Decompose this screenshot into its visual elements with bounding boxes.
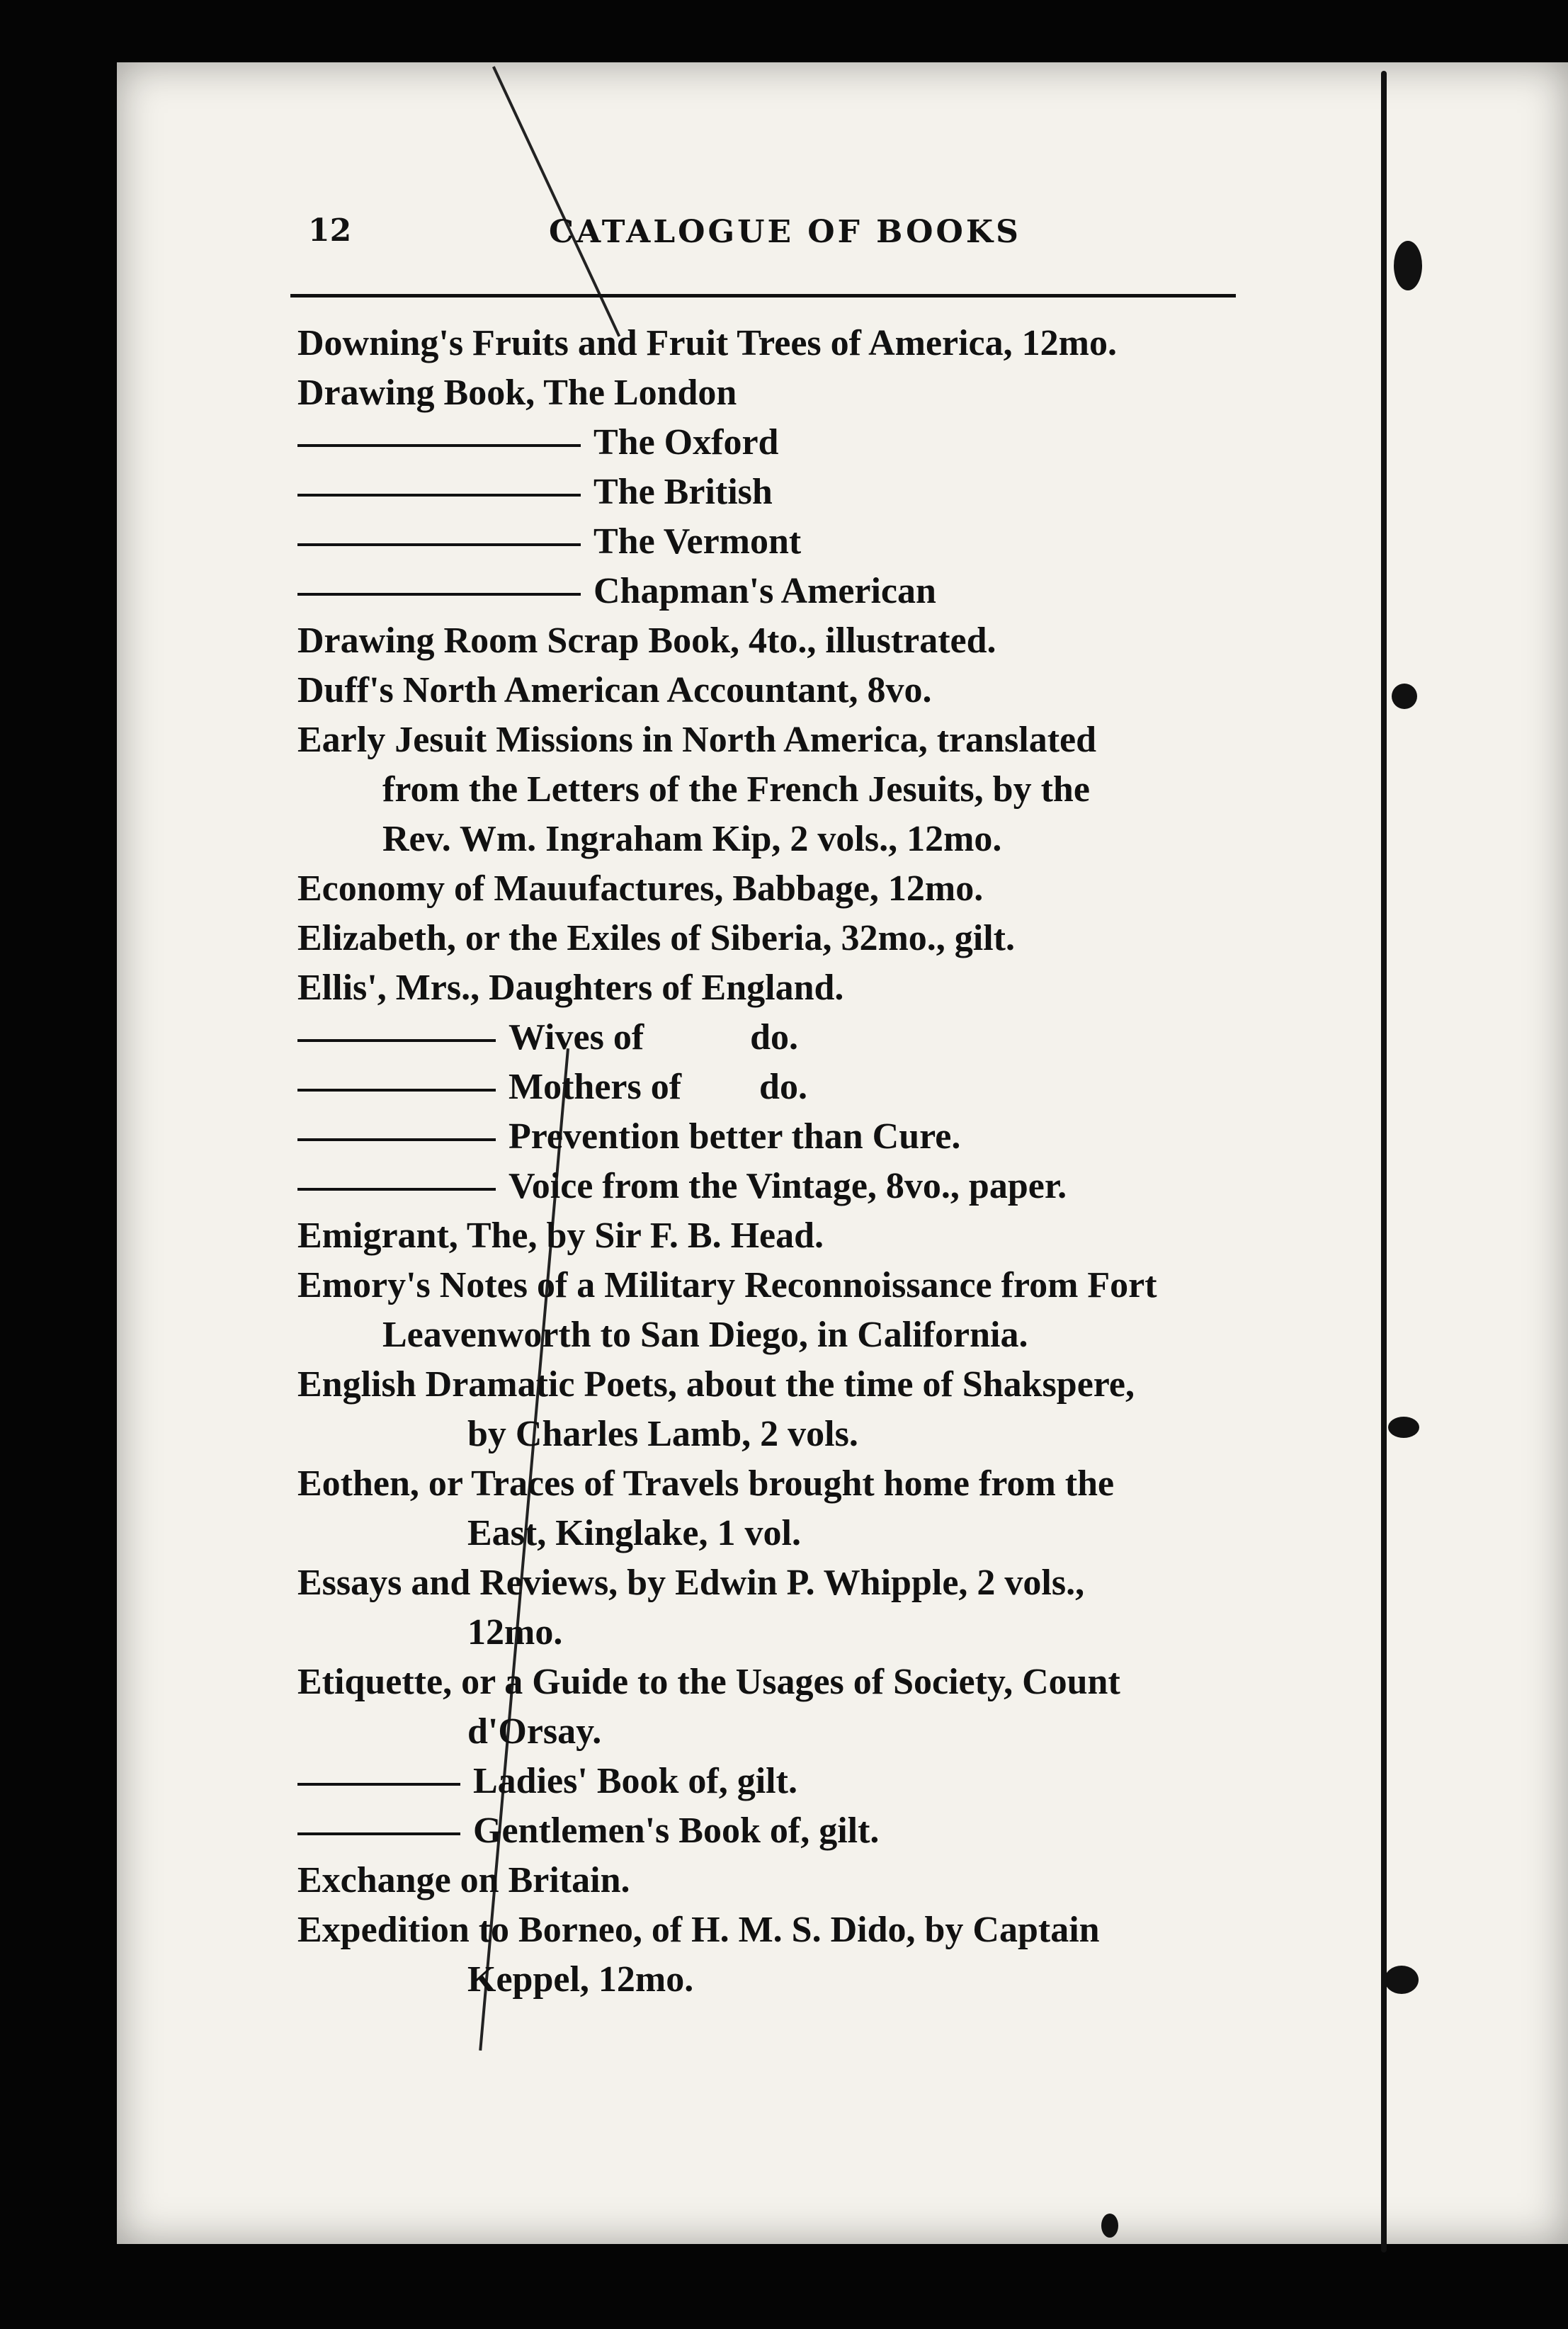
ditto-dash xyxy=(297,1188,496,1191)
ink-spot xyxy=(1385,1966,1419,1994)
catalogue-entry xyxy=(297,666,1246,715)
ditto-dash xyxy=(297,1138,496,1141)
ditto-dash xyxy=(297,593,581,596)
entry-text: Mothers of xyxy=(509,1067,682,1107)
catalogue-entry xyxy=(297,1261,1246,1310)
page-header xyxy=(308,212,1236,262)
catalogue-entry xyxy=(297,963,1246,1013)
entry-text: Ellis', Mrs., Daughters of England. xyxy=(297,968,844,1008)
entry-text: English Dramatic Poets, about the time of Shakspere, xyxy=(297,1364,1135,1405)
entry-text: The Vermont xyxy=(593,521,802,562)
catalogue-entry xyxy=(297,815,1246,864)
entry-text: Emory's Notes of a Military Reconnoissance from Fort xyxy=(297,1265,1157,1305)
ditto-dash xyxy=(297,1832,460,1835)
entry-text: Downing's Fruits and Fruit Trees of America, 12mo. xyxy=(297,323,1117,363)
catalogue-entry xyxy=(297,1856,1246,1905)
catalogue-entry xyxy=(297,914,1246,963)
entry-text: Ladies' Book of, gilt. xyxy=(473,1761,797,1801)
catalogue-entry xyxy=(297,616,1246,666)
entry-text: by Charles Lamb, 2 vols. xyxy=(467,1414,858,1454)
catalogue-entry xyxy=(297,1806,1246,1856)
entry-text: d'Orsay. xyxy=(467,1711,602,1752)
entry-text: Chapman's American xyxy=(593,571,936,611)
catalogue-entry xyxy=(297,418,1246,468)
entry-text: Early Jesuit Missions in North America, translated xyxy=(297,720,1097,760)
ink-spot xyxy=(1392,684,1417,709)
ink-spot xyxy=(1388,1417,1419,1438)
entry-text: Rev. Wm. Ingraham Kip, 2 vols., 12mo. xyxy=(382,819,1002,859)
entry-text: The Oxford xyxy=(593,422,779,463)
entry-text: The British xyxy=(593,472,773,512)
catalogue-entry xyxy=(297,1757,1246,1806)
catalogue-entry xyxy=(297,567,1246,616)
catalogue-entry xyxy=(297,1360,1246,1410)
catalogue-entry xyxy=(297,715,1246,765)
catalogue-entry xyxy=(297,1558,1246,1608)
catalogue-entry xyxy=(297,864,1246,914)
entry-text: Leavenworth to San Diego, in California. xyxy=(382,1315,1028,1355)
ditto-dash xyxy=(297,1039,496,1042)
entry-text: Keppel, 12mo. xyxy=(467,1959,694,2000)
entry-text: Elizabeth, or the Exiles of Siberia, 32mo., gilt. xyxy=(297,918,1015,958)
catalogue-entry xyxy=(297,1658,1246,1707)
entry-text: Drawing Book, The London xyxy=(297,373,737,413)
entry-text: Prevention better than Cure. xyxy=(509,1116,961,1157)
catalogue-entry xyxy=(297,1509,1246,1558)
running-title: CATALOGUE OF BOOKS xyxy=(549,214,1021,250)
entry-text: Expedition to Borneo, of H. M. S. Dido, by Captain xyxy=(297,1910,1100,1950)
entry-text: Essays and Reviews, by Edwin P. Whipple, 2 vols., xyxy=(297,1563,1085,1603)
entry-text: Emigrant, The, by Sir F. B. Head. xyxy=(297,1216,824,1256)
entry-text: Exchange on Britain. xyxy=(297,1860,630,1900)
entry-text: Duff's North American Accountant, 8vo. xyxy=(297,670,932,710)
ditto-dash xyxy=(297,444,581,447)
catalogue-entry xyxy=(297,1459,1246,1509)
ditto-dash xyxy=(297,543,581,546)
binding-edge xyxy=(1381,71,1387,2252)
ink-spot xyxy=(1101,2214,1118,2238)
catalogue-entry xyxy=(297,517,1246,567)
catalogue-entry xyxy=(297,1410,1246,1459)
entry-text: Gentlemen's Book of, gilt. xyxy=(473,1810,880,1851)
entry-text: Etiquette, or a Guide to the Usages of Society, Count xyxy=(297,1662,1120,1702)
ditto-mark: do. xyxy=(759,1067,807,1107)
header-rule xyxy=(290,294,1236,298)
catalogue-entry xyxy=(297,765,1246,815)
catalogue-entry xyxy=(297,1112,1246,1162)
entry-text: Drawing Room Scrap Book, 4to., illustrated. xyxy=(297,620,996,661)
catalogue-entry xyxy=(297,1955,1246,2005)
ditto-dash xyxy=(297,494,581,497)
entry-text: 12mo. xyxy=(467,1612,563,1653)
catalogue-entry xyxy=(297,1211,1246,1261)
catalogue-entry xyxy=(297,468,1246,517)
catalogue-entry xyxy=(297,1062,1246,1112)
catalogue-entry xyxy=(297,1310,1246,1360)
ditto-dash xyxy=(297,1089,496,1092)
ditto-dash xyxy=(297,1783,460,1786)
catalogue-entry xyxy=(297,1707,1246,1757)
entry-text: Wives of xyxy=(509,1017,644,1058)
ditto-mark: do. xyxy=(750,1017,799,1058)
page-number: 12 xyxy=(308,212,352,249)
catalogue-entry xyxy=(297,1162,1246,1211)
entry-text: from the Letters of the French Jesuits, by the xyxy=(382,769,1090,810)
ink-spot xyxy=(1394,241,1422,290)
entry-text: Eothen, or Traces of Travels brought home from the xyxy=(297,1463,1115,1504)
catalogue-entry xyxy=(297,1608,1246,1658)
catalogue-entry xyxy=(297,1905,1246,1955)
catalogue-entry xyxy=(297,1013,1246,1062)
entry-text: Economy of Mauufactures, Babbage, 12mo. xyxy=(297,868,984,909)
catalogue-entries xyxy=(297,319,1246,2005)
entry-text: Voice from the Vintage, 8vo., paper. xyxy=(509,1166,1067,1206)
catalogue-entry xyxy=(297,319,1246,368)
entry-text: East, Kinglake, 1 vol. xyxy=(467,1513,801,1553)
catalogue-entry xyxy=(297,368,1246,418)
